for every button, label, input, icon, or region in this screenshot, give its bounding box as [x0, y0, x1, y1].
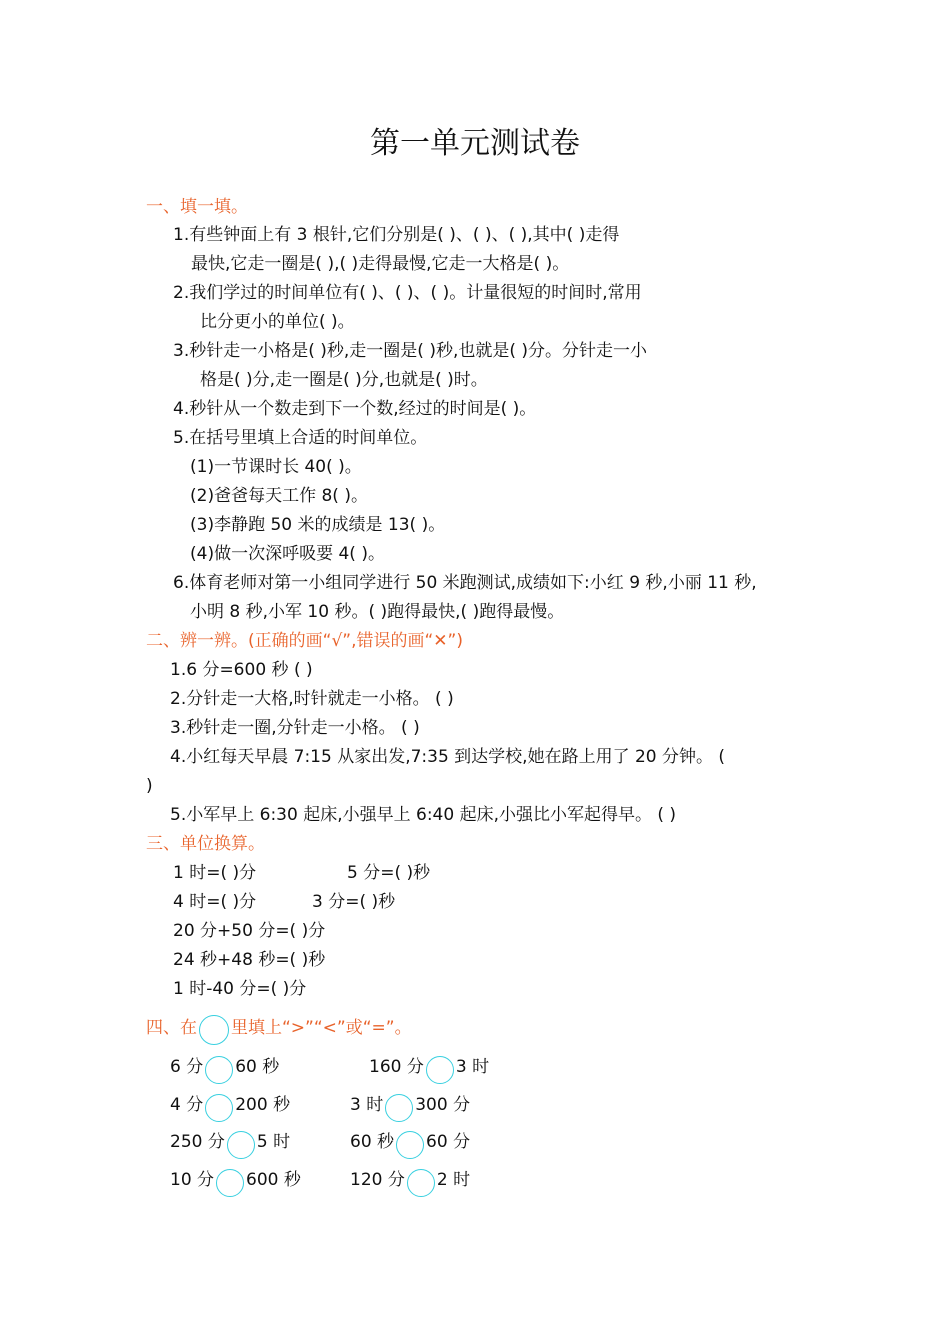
s1-q6-line2: 小明 8 秒,小军 10 秒。( )跑得最快,( )跑得最慢。 — [190, 602, 565, 622]
compare-circle-icon — [199, 1015, 229, 1045]
s2-q4-line1: 4.小红每天早晨 7:15 从家出发,7:35 到达学校,她在路上用了 20 分钟。 ( — [170, 747, 726, 767]
s1-q6-line1: 6.体育老师对第一小组同学进行 50 米跑测试,成绩如下:小红 9 秒,小丽 11 秒, — [173, 573, 757, 593]
compare-circle-input[interactable] — [407, 1169, 435, 1197]
compare-circle-input[interactable] — [205, 1056, 233, 1084]
compare-right: 200 秒 — [235, 1095, 291, 1115]
section-4-heading — [146, 1015, 412, 1045]
compare-right: 60 秒 — [235, 1057, 280, 1077]
s1-q3-line2: 格是( )分,走一圈是( )分,也就是( )时。 — [200, 370, 488, 390]
s1-q2-line1: 2.我们学过的时间单位有( )、( )、( )。计量很短的时间时,常用 — [173, 283, 642, 303]
compare-item — [369, 1054, 489, 1084]
s1-q5-2: (2)爸爸每天工作 8( )。 — [190, 486, 368, 506]
s2-q4-line2: ) — [146, 776, 153, 796]
compare-right: 3 时 — [455, 1057, 490, 1077]
compare-circle-input[interactable] — [216, 1169, 244, 1197]
s1-q5-1: (1)一节课时长 40( )。 — [190, 457, 362, 477]
compare-left: 160 分 — [369, 1057, 424, 1077]
s3-row4: 24 秒+48 秒=( )秒 — [173, 950, 326, 970]
compare-left: 120 分 — [350, 1170, 405, 1190]
section-2-heading: 二、辨一辨。(正确的画“√”,错误的画“✕”) — [146, 631, 463, 651]
s4-heading-post: 里填上“>”“<”或“=”。 — [231, 1018, 412, 1038]
s3-row3: 20 分+50 分=( )分 — [173, 921, 326, 941]
compare-right: 300 分 — [415, 1095, 471, 1115]
s1-q5-4: (4)做一次深呼吸要 4( )。 — [190, 544, 385, 564]
section-3-heading: 三、单位换算。 — [146, 834, 265, 854]
s4-heading-pre: 四、在 — [146, 1018, 197, 1038]
compare-circle-input[interactable] — [396, 1131, 424, 1159]
s1-q1-line2: 最快,它走一圈是( ),( )走得最慢,它走一大格是( )。 — [191, 254, 570, 274]
compare-right: 5 时 — [256, 1132, 291, 1152]
s3-row1-left: 1 时=( )分 — [173, 863, 257, 883]
compare-item — [170, 1054, 279, 1084]
s1-q1-line1: 1.有些钟面上有 3 根针,它们分别是( )、( )、( ),其中( )走得 — [173, 225, 620, 245]
page-title: 第一单元测试卷 — [370, 126, 580, 161]
s3-row2-left: 4 时=( )分 — [173, 892, 257, 912]
compare-left: 60 秒 — [350, 1132, 395, 1152]
s1-q3-line1: 3.秒针走一小格是( )秒,走一圈是( )秒,也就是( )分。分针走一小 — [173, 341, 648, 361]
compare-item — [350, 1092, 470, 1122]
compare-left: 4 分 — [170, 1095, 204, 1115]
compare-left: 3 时 — [350, 1095, 384, 1115]
s1-q2-line2: 比分更小的单位( )。 — [200, 312, 355, 332]
s1-q5: 5.在括号里填上合适的时间单位。 — [173, 428, 428, 448]
s2-q1: 1.6 分=600 秒 ( ) — [170, 660, 313, 680]
compare-item — [170, 1167, 301, 1197]
compare-left: 6 分 — [170, 1057, 204, 1077]
s2-q3: 3.秒针走一圈,分针走一小格。 ( ) — [170, 718, 420, 738]
s1-q5-3: (3)李静跑 50 米的成绩是 13( )。 — [190, 515, 446, 535]
compare-circle-input[interactable] — [227, 1131, 255, 1159]
compare-right: 2 时 — [436, 1170, 471, 1190]
s2-q5: 5.小军早上 6:30 起床,小强早上 6:40 起床,小强比小军起得早。 ( ) — [170, 805, 677, 825]
compare-circle-input[interactable] — [426, 1056, 454, 1084]
compare-item — [350, 1167, 470, 1197]
s3-row2-right: 3 分=( )秒 — [312, 892, 396, 912]
compare-circle-input[interactable] — [385, 1094, 413, 1122]
compare-item — [170, 1129, 290, 1159]
compare-circle-input[interactable] — [205, 1094, 233, 1122]
s3-row1-right: 5 分=( )秒 — [347, 863, 431, 883]
compare-right: 600 秒 — [246, 1170, 301, 1190]
s2-q2: 2.分针走一大格,时针就走一小格。 ( ) — [170, 689, 454, 709]
section-1-heading: 一、填一填。 — [146, 197, 248, 217]
compare-item — [350, 1129, 470, 1159]
s3-row5: 1 时-40 分=( )分 — [173, 979, 307, 999]
compare-right: 60 分 — [426, 1132, 471, 1152]
compare-left: 10 分 — [170, 1170, 215, 1190]
compare-item — [170, 1092, 290, 1122]
compare-left: 250 分 — [170, 1132, 225, 1152]
s1-q4: 4.秒针从一个数走到下一个数,经过的时间是( )。 — [173, 399, 537, 419]
